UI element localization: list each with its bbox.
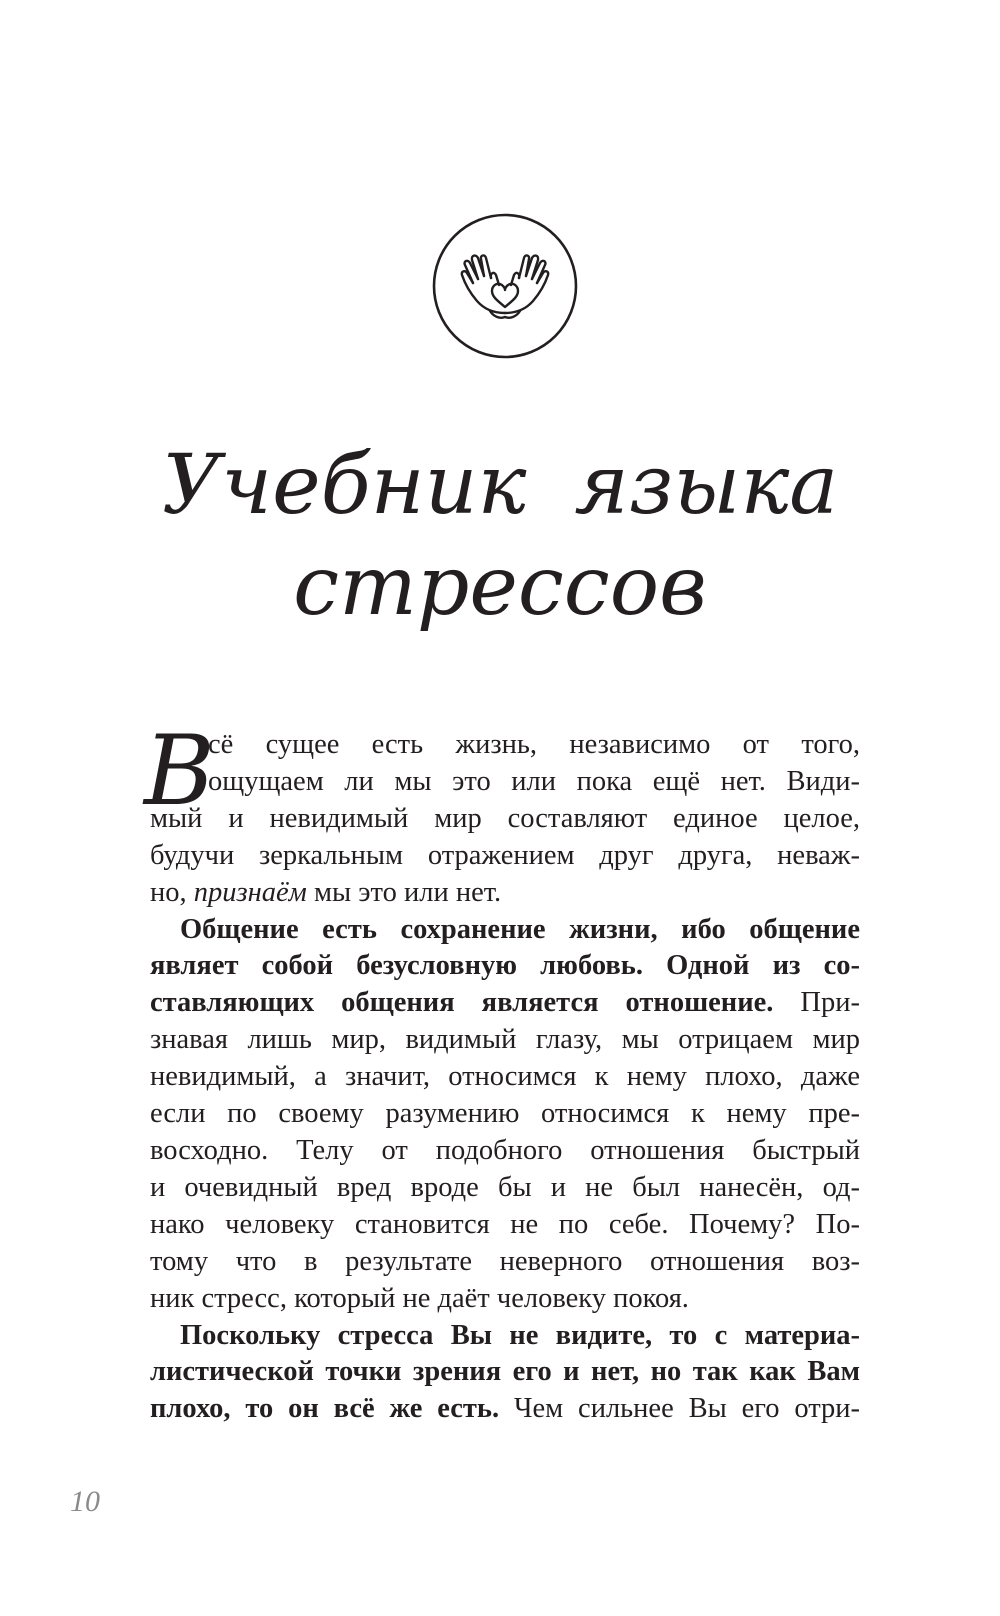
text-fragment: но, <box>150 876 194 908</box>
text-line: ник стресс, который не даёт человеку покоя. <box>150 1282 689 1314</box>
text-line: тому что в результате неверного отношения воз- <box>150 1245 860 1277</box>
bold-fragment: ставляющих общения является отношение. <box>150 987 774 1019</box>
body-text <box>144 715 861 1428</box>
chapter-title-line1: Учебник языка <box>161 438 839 533</box>
text-line: будучи зеркальным отражением друг друга, неваж- <box>150 839 860 871</box>
text-line-bold: Поскольку стресса Вы не видите, то с материа- <box>180 1319 860 1351</box>
text-line: знавая лишь мир, видимый глазу, мы отрицаем мир <box>150 1024 860 1056</box>
text-line: сё сущее есть жизнь, независимо от того, <box>208 729 860 760</box>
paragraph-2 <box>150 912 860 1318</box>
text-line: ощущаем ли мы это или пока ещё нет. Види- <box>208 765 860 797</box>
text-line <box>150 1391 860 1428</box>
chapter-title <box>0 435 1000 637</box>
hands-heart-icon <box>432 213 578 359</box>
page-number: 10 <box>70 1485 100 1518</box>
italic-emphasis: признаём <box>193 876 307 908</box>
text-fragment: При- <box>773 987 860 1019</box>
text-line: восходно. Телу от подобного отношения быстрый <box>150 1134 860 1166</box>
text-line: если по своему разумению относимся к нему пре- <box>150 1098 860 1130</box>
bold-fragment: плохо, то он всё же есть. <box>150 1393 500 1425</box>
chapter-title-line2: стрессов <box>293 539 707 634</box>
paragraph-1 <box>144 715 860 912</box>
hands-heart-emblem <box>432 213 578 359</box>
drop-cap: В <box>144 715 215 827</box>
text-line: и очевидный вред вроде бы и не был нанесён, од- <box>150 1171 860 1203</box>
text-line-bold: являет собой безусловную любовь. Одной из со- <box>150 950 860 982</box>
paragraph-3 <box>150 1318 860 1429</box>
text-line <box>150 875 860 912</box>
text-line: мый и невидимый мир составляют единое целое, <box>150 802 860 834</box>
text-line-bold: Общение есть сохранение жизни, ибо общение <box>180 913 860 945</box>
text-line: нако человеку становится не по себе. Почему? По- <box>150 1208 860 1240</box>
text-line <box>150 985 860 1022</box>
text-line: невидимый, а значит, относимся к нему плохо, даже <box>150 1061 860 1093</box>
text-line-bold: листической точки зрения его и нет, но так как Вам <box>150 1356 860 1388</box>
text-fragment: Чем сильнее Вы его отри- <box>499 1393 861 1425</box>
text-fragment: мы это или нет. <box>306 876 502 908</box>
